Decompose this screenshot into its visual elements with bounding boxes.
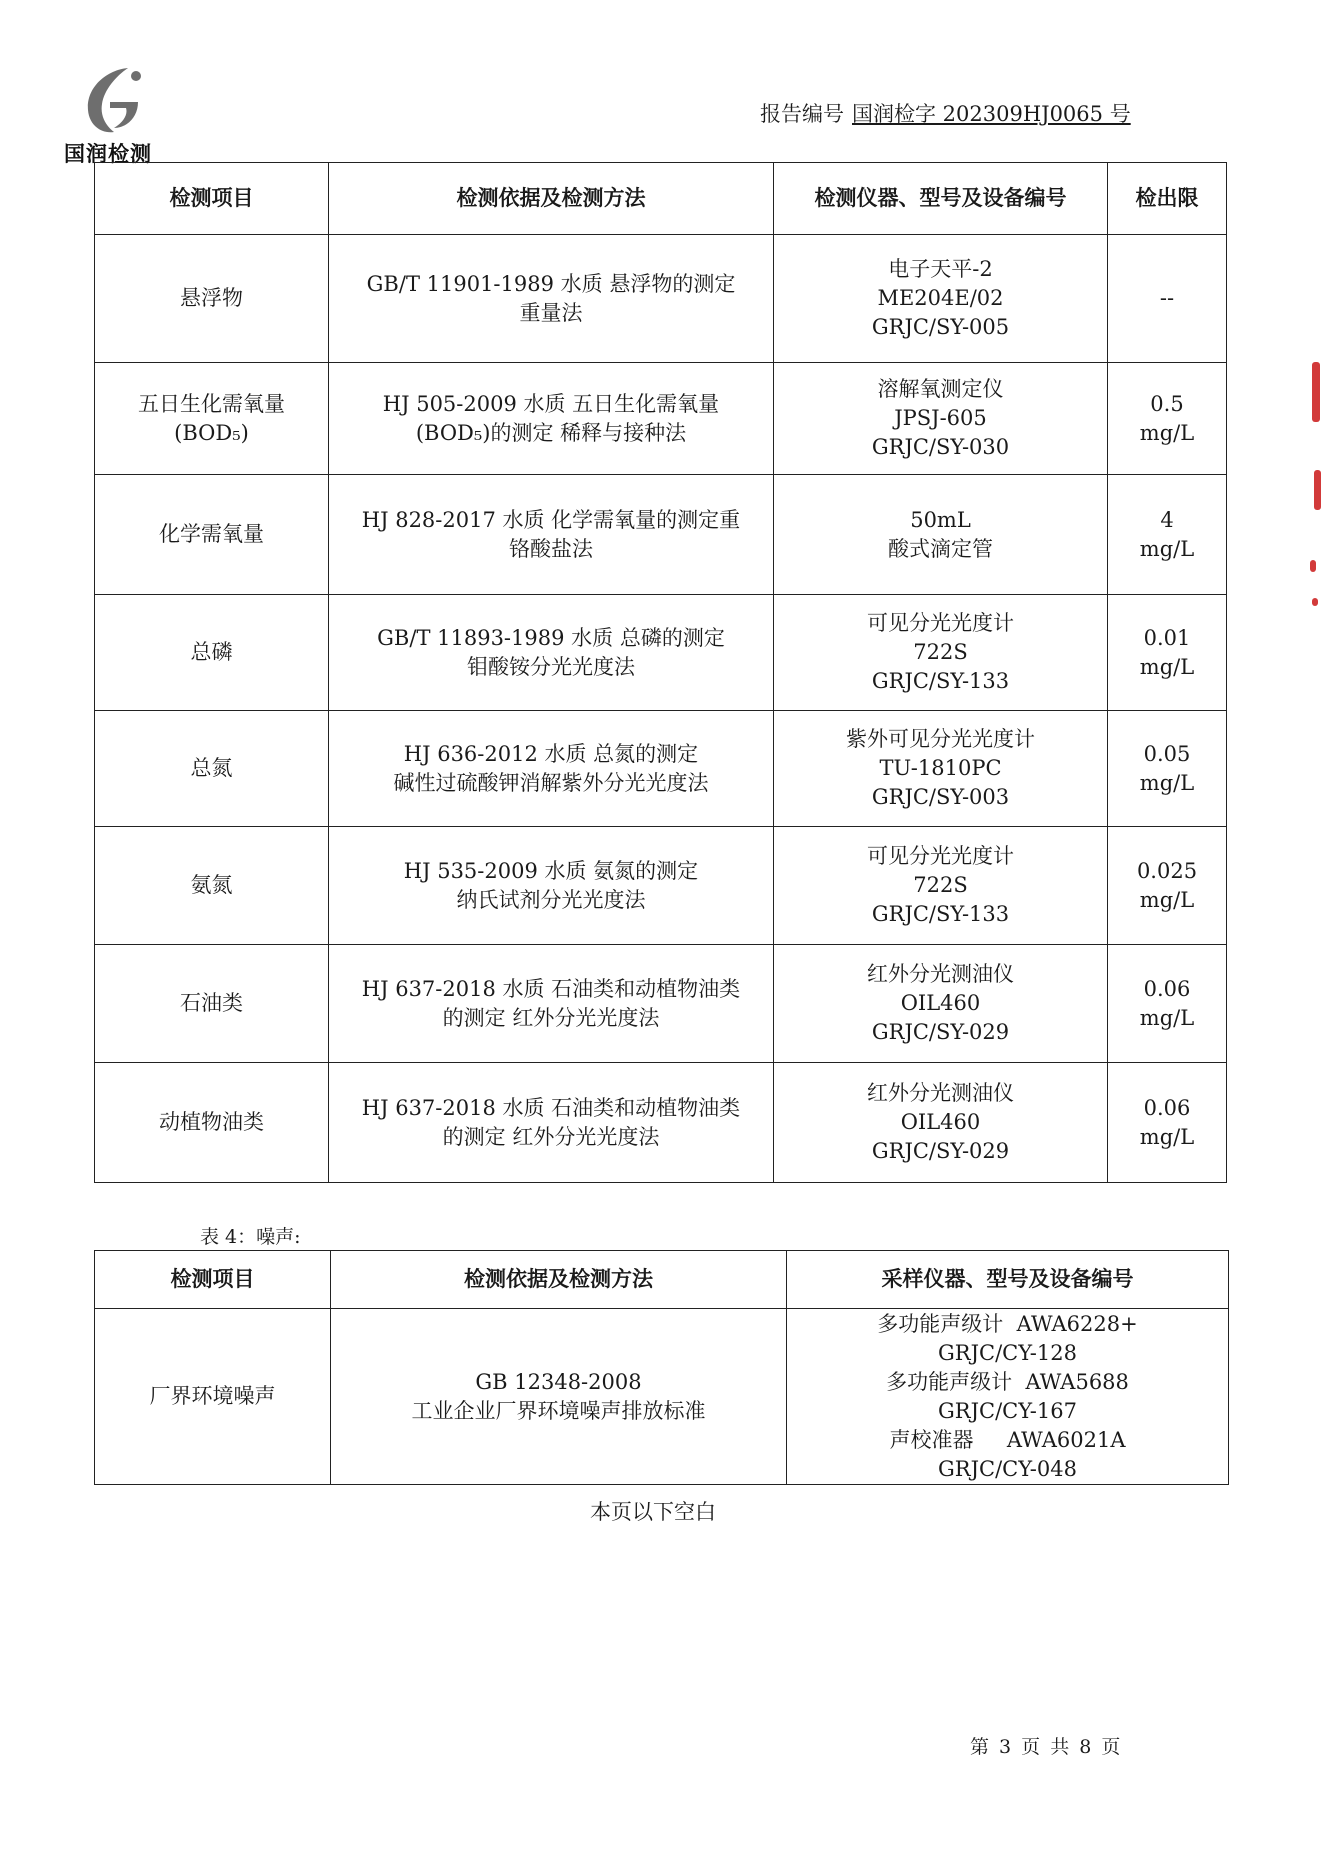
- cell-line: 0.06: [1143, 1095, 1191, 1120]
- cell-line: GRJC/SY-133: [871, 902, 1010, 926]
- report-number-label: 报告编号: [760, 102, 844, 126]
- cell-item: [95, 945, 329, 1063]
- table-caption: 表 4：噪声:: [200, 1226, 301, 1248]
- cell-line: 4: [1160, 507, 1174, 532]
- cell-line: --: [1159, 286, 1175, 310]
- cell-line: 50mL: [910, 507, 971, 532]
- cell-line: 总磷: [190, 640, 233, 664]
- cell-line: mg/L: [1139, 536, 1195, 561]
- header-cell: 检测项目: [95, 163, 329, 235]
- cell-line: mg/L: [1139, 1005, 1195, 1030]
- cell-line: HJ 637-2018 水质 石油类和动植物油类: [361, 1095, 741, 1120]
- cell-limit: [1108, 827, 1227, 945]
- header-cell: 检测依据及检测方法: [329, 163, 774, 235]
- cell-line: 重量法: [519, 300, 583, 325]
- cell-line: 总氮: [190, 756, 233, 780]
- cell-method: [329, 595, 774, 711]
- cell-item: [95, 1309, 331, 1485]
- cell-line: 红外分光测油仪: [867, 962, 1014, 986]
- cell-line: 0.5: [1150, 391, 1184, 416]
- cell-item: [95, 475, 329, 595]
- table-header-row: [95, 1251, 1229, 1309]
- cell-instrument: [774, 475, 1108, 595]
- table-row: [95, 827, 1227, 945]
- cell-instrument: [774, 363, 1108, 475]
- cell-line: GRJC/SY-029: [871, 1139, 1010, 1163]
- cell-line: OIL460: [900, 991, 981, 1015]
- cell-line: 动植物油类: [159, 1110, 264, 1134]
- cell-line: 722S: [913, 873, 968, 897]
- cell-limit: [1108, 235, 1227, 363]
- cell-line: GRJC/CY-167: [938, 1398, 1077, 1423]
- cell-line: mg/L: [1139, 1124, 1195, 1149]
- cell-line: 0.01: [1143, 625, 1191, 650]
- cell-item: [95, 363, 329, 475]
- cell-line: 石油类: [180, 991, 243, 1015]
- cell-item: [95, 235, 329, 363]
- cell-method: [329, 475, 774, 595]
- cell-line: GRJC/SY-003: [871, 785, 1010, 809]
- cell-line: 声校准器 AWA6021A: [889, 1427, 1126, 1452]
- header-cell: 检测依据及检测方法: [331, 1251, 787, 1309]
- cell-line: OIL460: [900, 1110, 981, 1134]
- cell-line: HJ 636-2012 水质 总氮的测定: [403, 741, 699, 766]
- cell-instrument: [774, 945, 1108, 1063]
- cell-line: ME204E/02: [877, 286, 1004, 310]
- cell-line: 的测定 红外分光光度法: [442, 1124, 660, 1149]
- cell-line: 多功能声级计 AWA5688: [886, 1369, 1129, 1394]
- page-number: 第 3 页 共 8 页: [970, 1736, 1123, 1758]
- header-cell: 采样仪器、型号及设备编号: [787, 1251, 1229, 1309]
- cell-line: 的测定 红外分光光度法: [442, 1005, 660, 1030]
- logo-mark-icon: [76, 62, 156, 142]
- company-name: 国润检测: [64, 142, 152, 166]
- cell-line: GRJC/SY-029: [871, 1020, 1010, 1044]
- cell-line: 可见分光光度计: [867, 844, 1014, 868]
- cell-line: 碱性过硫酸钾消解紫外分光光度法: [393, 770, 709, 795]
- cell-line: mg/L: [1139, 770, 1195, 795]
- cell-line: JPSJ-605: [894, 406, 987, 430]
- cell-line: 酸式滴定管: [888, 536, 993, 561]
- cell-method: [329, 945, 774, 1063]
- cell-line: 悬浮物: [180, 286, 243, 310]
- table-row: [95, 475, 1227, 595]
- cell-item: [95, 595, 329, 711]
- table-row: [95, 1063, 1227, 1183]
- cell-line: 溶解氧测定仪: [877, 377, 1004, 401]
- cell-line: 红外分光测油仪: [867, 1081, 1014, 1105]
- cell-line: 0.05: [1143, 741, 1191, 766]
- cell-method: [329, 363, 774, 475]
- cell-line: 工业企业厂界环境噪声排放标准: [411, 1398, 706, 1423]
- cell-instrument: [774, 1063, 1108, 1183]
- cell-limit: [1108, 363, 1227, 475]
- cell-line: HJ 637-2018 水质 石油类和动植物油类: [361, 976, 741, 1001]
- cell-limit: [1108, 595, 1227, 711]
- report-number-value: 国润检字 202309HJ0065 号: [852, 102, 1131, 126]
- table-row: [95, 363, 1227, 475]
- cell-limit: [1108, 945, 1227, 1063]
- cell-line: 化学需氧量: [159, 522, 264, 546]
- cell-line: mg/L: [1139, 887, 1195, 912]
- header-cell: 检测仪器、型号及设备编号: [774, 163, 1108, 235]
- cell-line: mg/L: [1139, 420, 1195, 445]
- cell-line: GB/T 11893-1989 水质 总磷的测定: [377, 625, 725, 650]
- table-row: [95, 945, 1227, 1063]
- cell-line: GB/T 11901-1989 水质 悬浮物的测定: [366, 271, 736, 296]
- cell-limit: [1108, 1063, 1227, 1183]
- water-test-methods-table: [94, 162, 1227, 1183]
- cell-line: 钼酸铵分光光度法: [467, 654, 635, 679]
- table-row: [95, 595, 1227, 711]
- cell-line: GB 12348-2008: [475, 1369, 642, 1394]
- cell-instrument: [787, 1309, 1229, 1485]
- cell-item: [95, 711, 329, 827]
- cell-line: GRJC/SY-005: [871, 315, 1010, 339]
- cell-line: GRJC/SY-133: [871, 669, 1010, 693]
- cell-line: 0.06: [1143, 976, 1191, 1001]
- cell-method: [331, 1309, 787, 1485]
- cell-instrument: [774, 595, 1108, 711]
- cell-instrument: [774, 235, 1108, 363]
- table-row: [95, 1309, 1229, 1485]
- cell-line: HJ 828-2017 水质 化学需氧量的测定重: [361, 507, 741, 532]
- cell-line: HJ 505-2009 水质 五日生化需氧量: [382, 391, 720, 416]
- cell-line: GRJC/CY-128: [938, 1340, 1077, 1365]
- report-number: [760, 98, 1131, 128]
- cell-method: [329, 1063, 774, 1183]
- table-row: [95, 235, 1227, 363]
- cell-line: 氨氮: [190, 873, 233, 897]
- cell-line: GRJC/SY-030: [871, 435, 1010, 459]
- table-header-row: [95, 163, 1227, 235]
- cell-item: [95, 1063, 329, 1183]
- cell-line: 可见分光光度计: [867, 611, 1014, 635]
- cell-instrument: [774, 827, 1108, 945]
- cell-line: 五日生化需氧量: [138, 391, 285, 416]
- cell-line: 铬酸盐法: [509, 536, 593, 561]
- cell-line: 纳氏试剂分光光度法: [456, 887, 646, 912]
- cell-line: (BOD₅): [174, 420, 249, 445]
- cell-line: 0.025: [1136, 858, 1198, 883]
- cell-method: [329, 711, 774, 827]
- blank-below-note: 本页以下空白: [590, 1500, 716, 1524]
- cell-method: [329, 827, 774, 945]
- cell-line: (BOD₅)的测定 稀释与接种法: [415, 420, 687, 445]
- header-cell: 检出限: [1108, 163, 1227, 235]
- cell-item: [95, 827, 329, 945]
- cell-line: 722S: [913, 640, 968, 664]
- noise-test-methods-table: [94, 1250, 1229, 1485]
- cell-line: GRJC/CY-048: [938, 1456, 1077, 1481]
- cell-line: 多功能声级计 AWA6228+: [877, 1311, 1138, 1336]
- company-logo: [58, 62, 168, 168]
- cell-line: HJ 535-2009 水质 氨氮的测定: [403, 858, 699, 883]
- table-row: [95, 711, 1227, 827]
- cell-line: mg/L: [1139, 654, 1195, 679]
- cell-instrument: [774, 711, 1108, 827]
- cell-line: 紫外可见分光光度计: [846, 727, 1035, 751]
- cell-line: 厂界环境噪声: [149, 1384, 276, 1408]
- cell-limit: [1108, 711, 1227, 827]
- cell-limit: [1108, 475, 1227, 595]
- cell-line: 电子天平-2: [888, 257, 993, 281]
- header-cell: 检测项目: [95, 1251, 331, 1309]
- cell-line: TU-1810PC: [879, 756, 1002, 780]
- cell-method: [329, 235, 774, 363]
